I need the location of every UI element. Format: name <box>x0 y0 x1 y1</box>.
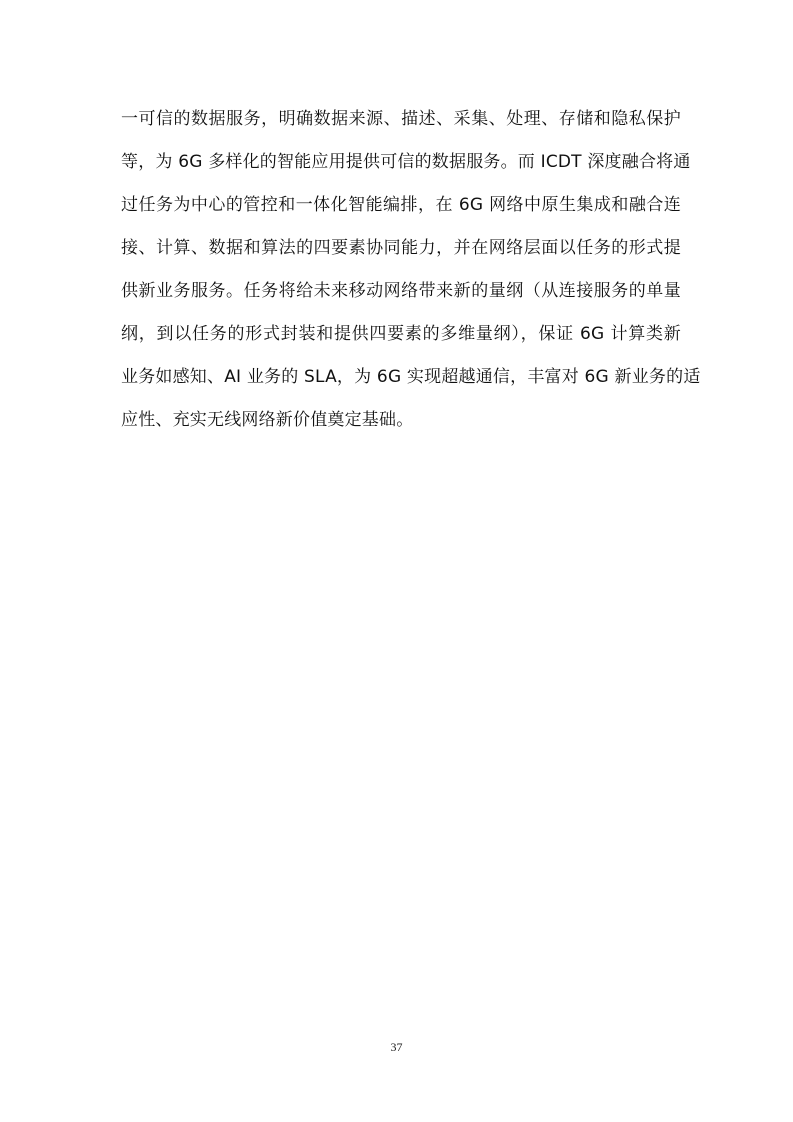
page-number: 37 <box>390 1040 403 1054</box>
paragraph-line: 业务如感知、AI 业务的 SLA，为 6G 实现超越通信，丰富对 6G 新业务的适 <box>121 367 701 387</box>
paragraph-line: 等，为 6G 多样化的智能应用提供可信的数据服务。而 ICDT 深度融合将通 <box>121 152 691 172</box>
body-paragraph <box>121 98 701 442</box>
paragraph-line: 纲，到以任务的形式封装和提供四要素的多维量纲），保证 6G 计算类新 <box>121 324 681 344</box>
paragraph-line: 一可信的数据服务，明确数据来源、描述、采集、处理、存储和隐私保护 <box>121 109 681 129</box>
paragraph-line: 过任务为中心的管控和一体化智能编排，在 6G 网络中原生集成和融合连 <box>121 195 681 215</box>
paragraph-line: 接、计算、数据和算法的四要素协同能力，并在网络层面以任务的形式提 <box>121 238 681 258</box>
paragraph-line: 应性、充实无线网络新价值奠定基础。 <box>121 410 414 430</box>
paragraph-line: 供新业务服务。任务将给未来移动网络带来新的量纲（从连接服务的单量 <box>121 281 681 301</box>
